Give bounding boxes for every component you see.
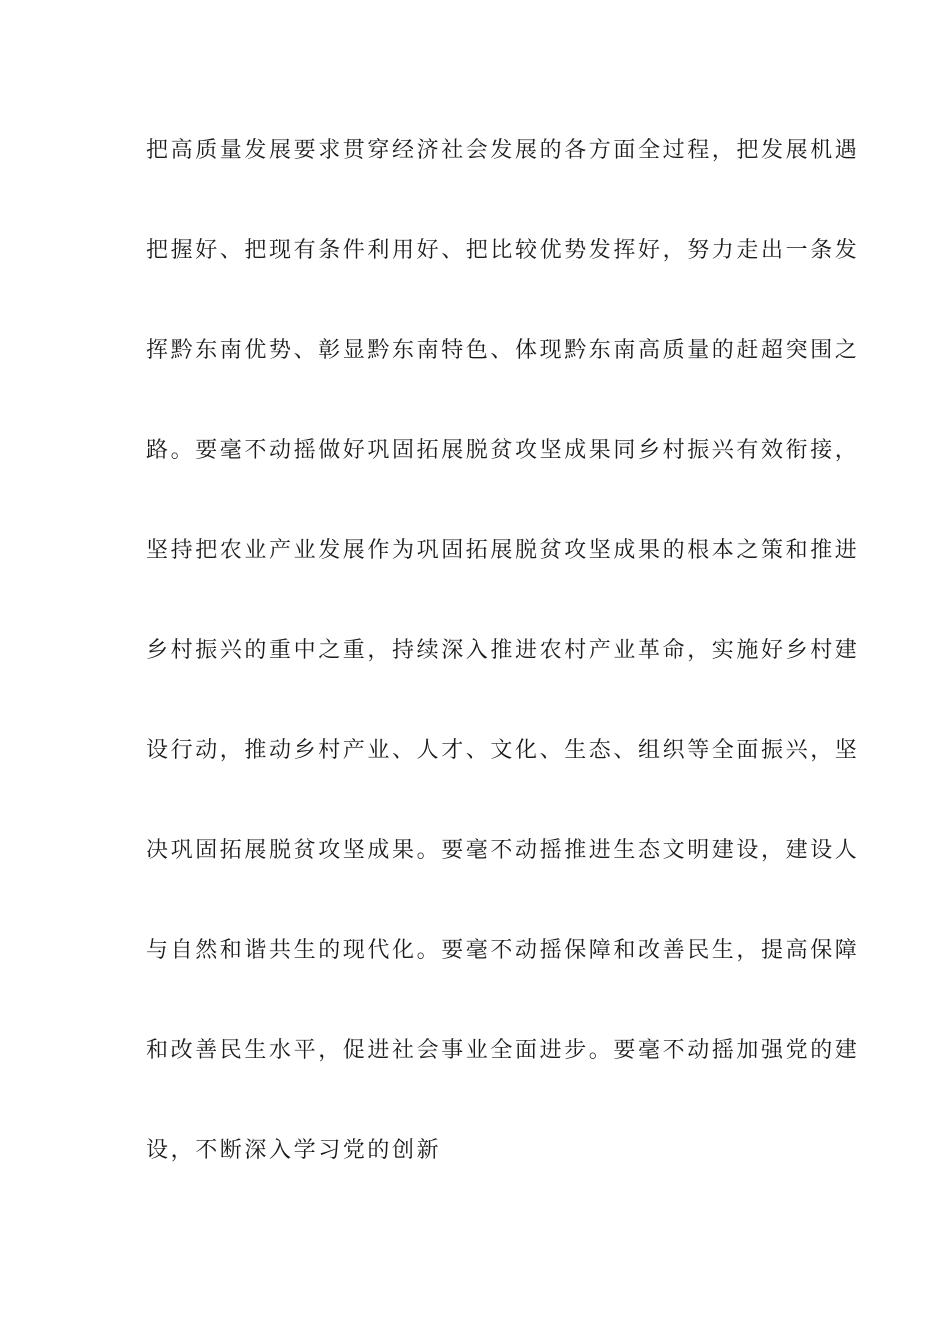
text-line: 设，不断深入学习党的创新 [146,1138,442,1163]
text-line: 设行动，推动乡村产业、人才、文化、生态、组织等全面振兴，坚 [146,738,860,763]
body-paragraph [146,124,860,1224]
text-line: 乡村振兴的重中之重，持续深入推进农村产业革命，实施好乡村建 [146,638,860,663]
text-line: 把高质量发展要求贯穿经济社会发展的各方面全过程，把发展机遇 [146,138,860,163]
text-line: 决巩固拓展脱贫攻坚成果。要毫不动摇推进生态文明建设，建设人 [146,838,860,863]
text-line: 路。要毫不动摇做好巩固拓展脱贫攻坚成果同乡村振兴有效衔接， [146,438,860,463]
text-line: 把握好、把现有条件利用好、把比较优势发挥好，努力走出一条发 [146,238,860,263]
text-line: 与自然和谐共生的现代化。要毫不动摇保障和改善民生，提高保障 [146,938,860,963]
text-line: 和改善民生水平，促进社会事业全面进步。要毫不动摇加强党的建 [146,1038,860,1063]
text-line: 挥黔东南优势、彰显黔东南特色、体现黔东南高质量的赶超突围之 [146,338,860,363]
text-line: 坚持把农业产业发展作为巩固拓展脱贫攻坚成果的根本之策和推进 [146,538,860,563]
